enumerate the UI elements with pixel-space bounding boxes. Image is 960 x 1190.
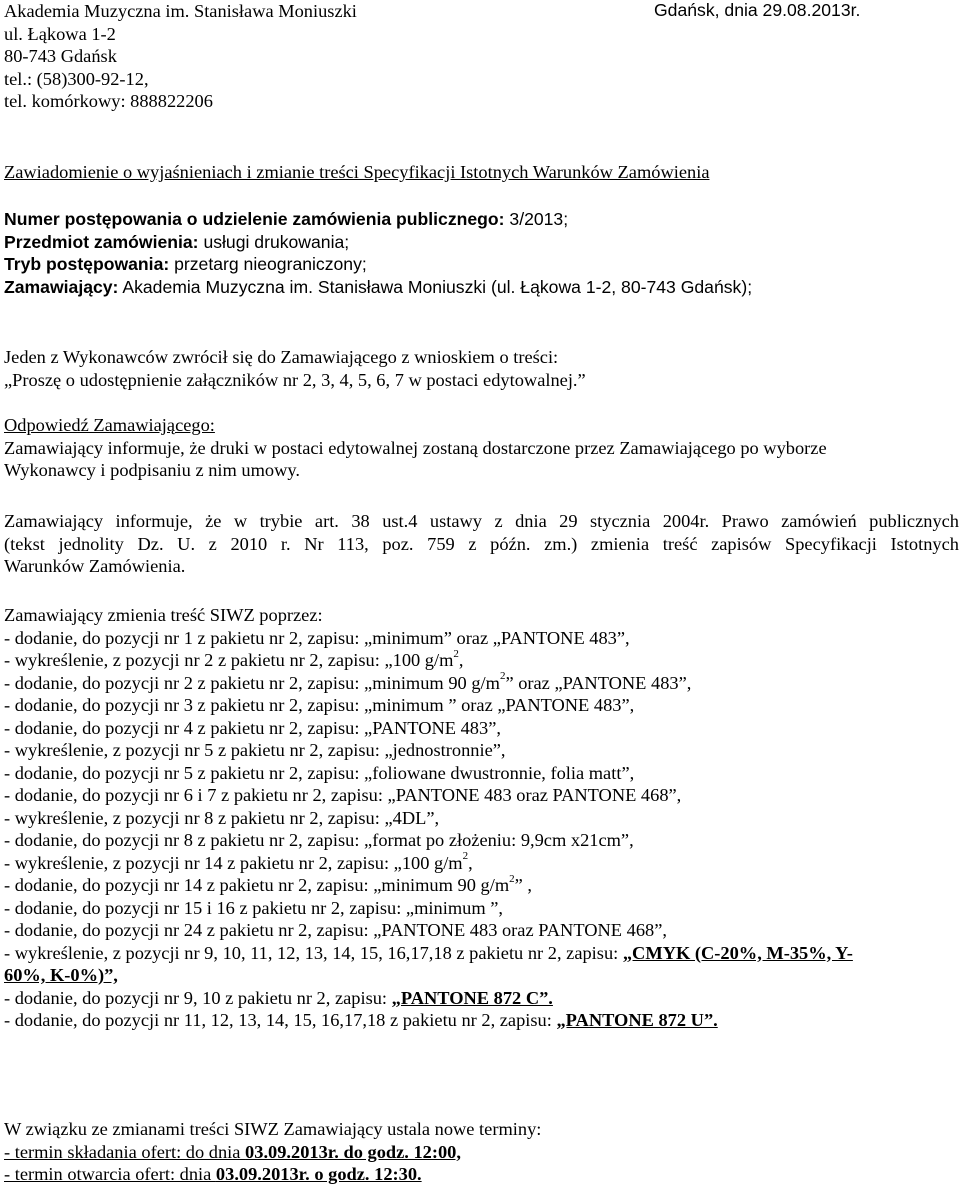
changes-intro: Zamawiający zmienia treść SIWZ poprzez: [4,605,323,625]
list-item-continuation: 60%, K-0%)”, [4,965,118,985]
case-label: Numer postępowania o udzielenie zamówienia publicznego: [4,209,505,229]
changes-list [4,604,959,1032]
buyer-value: Akademia Muzyczna im. Stanisława Moniuszki (ul. Łąkowa 1-2, 80-743 Gdańsk); [122,276,753,297]
deadlines-intro: W związku ze zmianami treści SIWZ Zamawiający ustala nowe terminy: [4,1119,542,1139]
legal-basis [4,510,959,578]
list-item: - dodanie, do pozycji nr 5 z pakietu nr 2, zapisu: „foliowane dwustronnie, folia matt”, [4,762,635,783]
list-item: - dodanie, do pozycji nr 3 z pakietu nr 2, zapisu: „minimum ” oraz „PANTONE 483”, [4,695,635,715]
buyer-label: Zamawiający: [4,276,119,297]
sender-line: ul. Łąkowa 1-2 [4,23,116,44]
procurement-meta [4,208,752,298]
list-item: - dodanie, do pozycji nr 9, 10 z pakietu nr 2, zapisu: „PANTONE 872 C”. [4,987,553,1008]
list-item: - dodanie, do pozycji nr 8 z pakietu nr 2, zapisu: „format po złożeniu: 9,9cm x21cm”, [4,830,634,850]
opening-deadline: - termin otwarcia ofert: dnia 03.09.2013r. o godz. 12:30. [4,1164,422,1184]
case-value: 3/2013; [509,209,569,229]
sender-line: tel. komórkowy: 888822206 [4,91,213,111]
list-item: - dodanie, do pozycji nr 14 z pakietu nr 2, zapisu: „minimum 90 $g/m^2$” , [4,872,532,895]
question-block [4,346,586,391]
sender-line: tel.: (58)300-92-12, [4,68,149,89]
list-item: - wykreślenie, z pozycji nr 5 z pakietu nr 2, zapisu: „jednostronnie”, [4,740,506,760]
list-item: - wykreślenie, z pozycji nr 8 z pakietu nr 2, zapisu: „4DL”, [4,807,440,828]
pantone-c-value: „PANTONE 872 C”. [391,987,553,1008]
list-item: - dodanie, do pozycji nr 4 z pakietu nr 2, zapisu: „PANTONE 483”, [4,717,501,738]
sender-line: 80-743 Gdańsk [4,46,117,66]
answer-text-line: Wykonawcy i podpisaniu z nim umowy. [4,460,300,480]
subject-label: Przedmiot zamówienia: [4,231,199,252]
place-date: Gdańsk, dnia 29.08.2013r. [654,0,861,20]
question-text: „Proszę o udostępnienie załączników nr 2, 3, 4, 5, 6, 7 w postaci edytowalnej.” [4,369,586,390]
pantone-u-value: „PANTONE 872 U”. [556,1010,718,1030]
legal-line: (tekst jednolity Dz. U. z 2010 r. Nr 113, poz. 759 z późn. zm.) zmienia treść zapisów Specyfikacji Istotnych [4,533,959,554]
list-item: - wykreślenie, z pozycji nr 14 z pakietu nr 2, zapisu: „100 $g/m^2$, [4,850,473,873]
list-item: - dodanie, do pozycji nr 15 i 16 z pakietu nr 2, zapisu: „minimum ”, [4,897,503,918]
legal-line: Warunków Zamówienia. [4,556,186,576]
mode-label: Tryb postępowania: [4,254,170,274]
list-item: - wykreślenie, z pozycji nr 9, 10, 11, 12, 13, 14, 15, 16,17,18 z pakietu nr 2, zapisu: „CMYK (C-20%, M-35%, Y- [4,942,853,963]
notice-title: Zawiadomienie o wyjaśnieniach i zmianie treści Specyfikacji Istotnych Warunków Zamówienia [4,162,710,182]
new-deadlines [4,1118,541,1186]
sender-address [4,0,357,113]
subject-value: usługi drukowania; [203,231,350,252]
cmyk-value: „CMYK (C-20%, M-35%, Y- [622,942,853,963]
answer-block [4,414,827,482]
answer-text-line: Zamawiający informuje, że druki w postaci edytowalnej zostaną dostarczone przez Zamawiającego po wyborze [4,437,827,458]
list-item: - dodanie, do pozycji nr 24 z pakietu nr 2, zapisu: „PANTONE 483 oraz PANTONE 468”, [4,920,667,940]
submission-deadline: - termin składania ofert: do dnia 03.09.2013r. do godz. 12:00, [4,1141,461,1162]
question-intro: Jeden z Wykonawców zwrócił się do Zamawiającego z wnioskiem o treści: [4,347,559,367]
list-item: - dodanie, do pozycji nr 6 i 7 z pakietu nr 2, zapisu: „PANTONE 483 oraz PANTONE 468”, [4,785,682,805]
mode-value: przetarg nieograniczony; [174,254,367,274]
sender-line: Akademia Muzyczna im. Stanisława Moniuszki [4,1,357,21]
list-item: - dodanie, do pozycji nr 2 z pakietu nr 2, zapisu: „minimum 90 $g/m^2$” oraz „PANTONE 483”, [4,670,692,693]
list-item: - dodanie, do pozycji nr 1 z pakietu nr 2, zapisu: „minimum” oraz „PANTONE 483”, [4,627,630,648]
list-item: - wykreślenie, z pozycji nr 2 z pakietu nr 2, zapisu: „100 $g/m^2$, [4,647,464,670]
answer-heading: Odpowiedź Zamawiającego: [4,415,215,435]
list-item: - dodanie, do pozycji nr 11, 12, 13, 14, 15, 16,17,18 z pakietu nr 2, zapisu: „PANTONE 872 U”. [4,1010,718,1030]
legal-line: Zamawiający informuje, że w trybie art. 38 ust.4 ustawy z dnia 29 stycznia 2004r. Prawo zamówień publicznych [4,511,959,531]
